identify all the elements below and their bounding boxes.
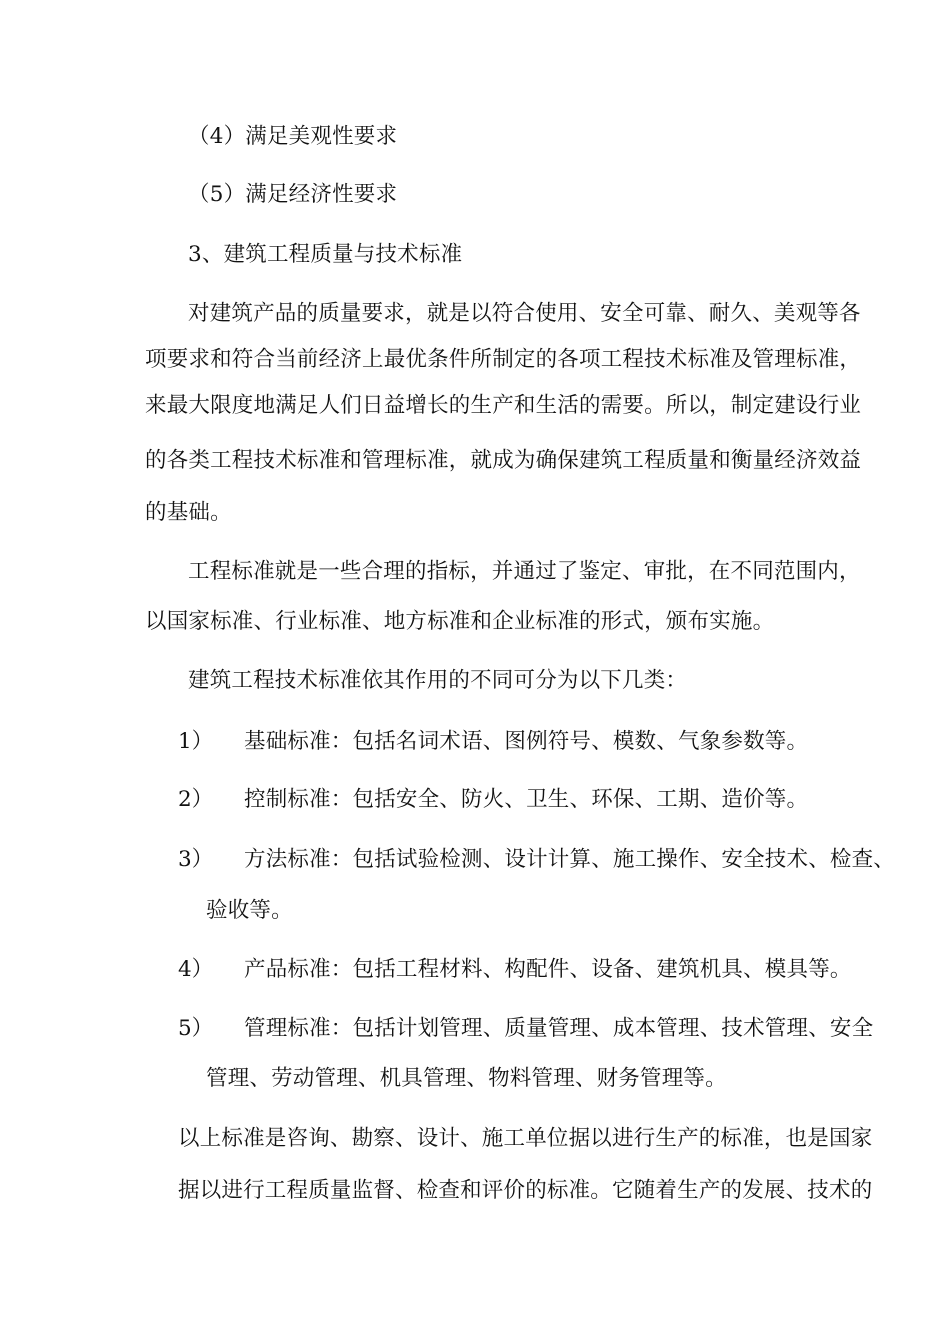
paragraph-line: 建筑工程技术标准依其作用的不同可分为以下几类： xyxy=(188,668,688,693)
paragraph-line: 的各类工程技术标准和管理标准，就成为确保建筑工程质量和衡量经济效益 xyxy=(145,448,862,473)
paragraph-line: 来最大限度地满足人们日益增长的生产和生活的需要。所以，制定建设行业 xyxy=(145,393,862,418)
paragraph-line: 对建筑产品的质量要求，就是以符合使用、安全可靠、耐久、美观等各 xyxy=(188,301,861,326)
list-item-text: 控制标准：包括安全、防火、卫生、环保、工期、造价等。 xyxy=(244,787,809,812)
item-line: （5）满足经济性要求 xyxy=(188,182,398,207)
list-item-text: 产品标准：包括工程材料、构配件、设备、建筑机具、模具等。 xyxy=(244,957,852,982)
paragraph-line: 以国家标准、行业标准、地方标准和企业标准的形式，颁布实施。 xyxy=(145,609,775,634)
list-number: 5） xyxy=(178,1016,214,1041)
paragraph-line: 据以进行工程质量监督、检查和评价的标准。它随着生产的发展、技术的 xyxy=(178,1178,873,1203)
list-number: 4） xyxy=(178,957,214,982)
paragraph-line: 的基础。 xyxy=(145,500,232,525)
list-item-text: 管理、劳动管理、机具管理、物料管理、财务管理等。 xyxy=(206,1066,727,1091)
list-item-text: 管理标准：包括计划管理、质量管理、成本管理、技术管理、安全 xyxy=(244,1016,874,1041)
list-item-text: 基础标准：包括名词术语、图例符号、模数、气象参数等。 xyxy=(244,729,809,754)
list-item-text: 方法标准：包括试验检测、设计计算、施工操作、安全技术、检查、 xyxy=(244,847,896,872)
item-line: （4）满足美观性要求 xyxy=(188,124,398,149)
section-heading: 3、建筑工程质量与技术标准 xyxy=(188,242,463,267)
list-number: 3） xyxy=(178,847,214,872)
list-number: 1） xyxy=(178,729,214,754)
paragraph-line: 以上标准是咨询、勘察、设计、施工单位据以进行生产的标准，也是国家 xyxy=(178,1126,873,1151)
list-number: 2） xyxy=(178,787,214,812)
paragraph-line: 工程标准就是一些合理的指标，并通过了鉴定、审批，在不同范围内， xyxy=(188,559,861,584)
list-item-text: 验收等。 xyxy=(206,898,293,923)
paragraph-line: 项要求和符合当前经济上最优条件所制定的各项工程技术标准及管理标准， xyxy=(145,347,862,372)
